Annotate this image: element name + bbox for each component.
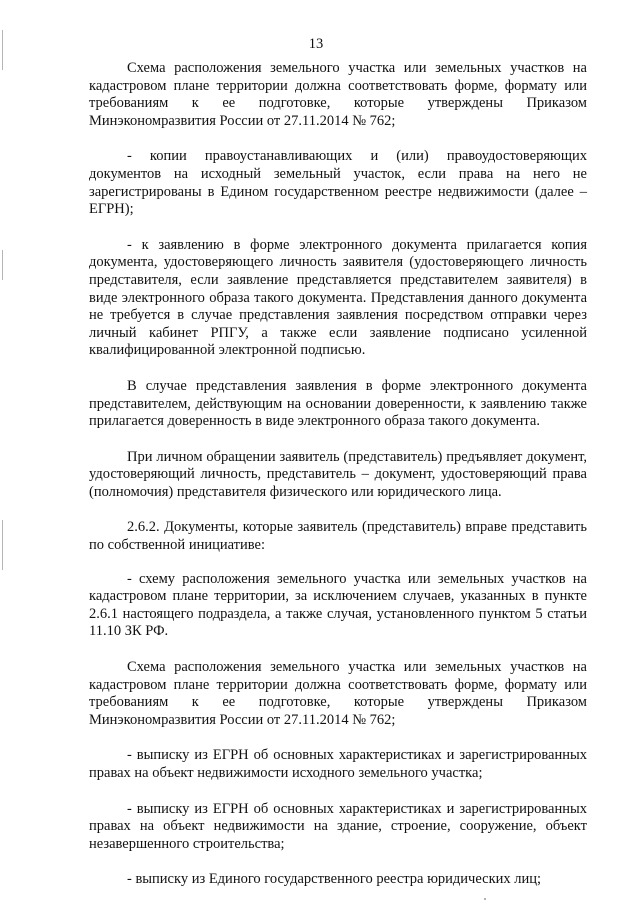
paragraph-egrn-extract-land: - выписку из ЕГРН об основных характеристиках и зарегистрированных правах на объект недвижимости исходного земельного участка; bbox=[89, 747, 587, 781]
paragraph-section-2-6-2: 2.6.2. Документы, которые заявитель (представитель) вправе представить по собственной инициативе: bbox=[89, 519, 587, 554]
paragraph-egrn-extract-building: - выписку из ЕГРН об основных характеристиках и зарегистрированных правах на объект недвижимости на здание, строение, сооружение, объект незавершенного строительства; bbox=[89, 800, 587, 852]
paragraph-personal-appeal: При личном обращении заявитель (представитель) предъявляет документ, удостоверяющий личность, представитель – документ, удостоверяющий права (полномочия) представителя физического или юридического лица. bbox=[89, 448, 587, 500]
scan-edge-mark bbox=[2, 520, 3, 570]
page-number: 13 bbox=[308, 36, 324, 52]
paragraph-scheme-optional: - схему расположения земельного участка или земельных участков на кадастровом плане территории, за исключением случаев, указанных в пункте 2.6.1 настоящего подраздела, а также случая, установленного пунктом 5 статьи 11.10 ЗК РФ. bbox=[89, 570, 587, 640]
scan-speck bbox=[484, 898, 486, 900]
paragraph-title-documents-copies: - копии правоустанавливающих и (или) правоудостоверяющих документов на исходный земельный участок, если права на него не зарегистрированы в Едином государственном реестре недвижимости (далее – ЕГРН); bbox=[89, 148, 587, 218]
paragraph-scheme-requirements: Схема расположения земельного участка или земельных участков на кадастровом плане территории должна соответствовать форме, формату или требованиям к ее подготовке, которые утверждены Приказом Минэкономразвития России от 27.11.2014 № 762; bbox=[89, 60, 587, 129]
paragraph-identity-document-copy: - к заявлению в форме электронного документа прилагается копия документа, удостоверяющего личность заявителя (удостоверяющего личность представителя, если заявление представляется представителем заявителя) в виде электронного образа такого документа. Представления данного документа не требуется в случае представления заявления посредством отправки через личный кабинет РПГУ, а также если заявление подписано усиленной квалифицированной электронной подписью. bbox=[89, 236, 587, 359]
scan-edge-mark bbox=[2, 250, 3, 280]
paragraph-power-of-attorney: В случае представления заявления в форме электронного документа представителем, действующим на основании доверенности, к заявлению также прилагается доверенность в виде электронного образа такого документа. bbox=[89, 377, 587, 430]
paragraph-scheme-requirements-repeat: Схема расположения земельного участка или земельных участков на кадастровом плане территории должна соответствовать форме, формату или требованиям к ее подготовке, которые утверждены Приказом Минэкономразвития России от 27.11.2014 № 762; bbox=[89, 659, 587, 728]
document-body bbox=[89, 60, 587, 889]
paragraph-egrul-extract: - выписку из Единого государственного реестра юридических лиц; bbox=[127, 871, 542, 888]
